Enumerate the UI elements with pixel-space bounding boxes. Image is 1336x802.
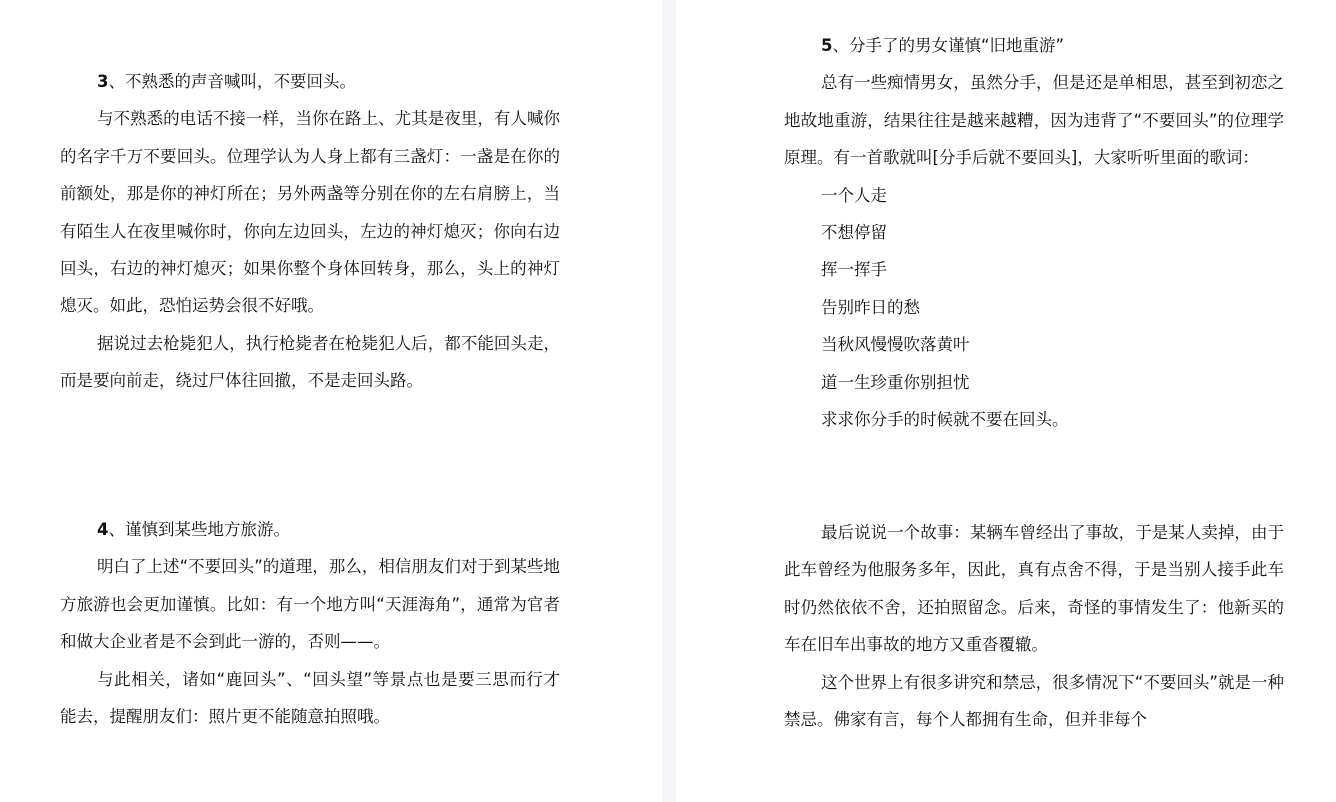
section-5-intro: 总有一些痴情男女，虽然分手，但是还是单相思，甚至到初恋之地故地重游，结果往往是越来越糟，因为违背了“不要回头”的位理学原理。有一首歌就叫[分手后就不要回头]，大家听听里面的歌词： <box>784 73 1284 168</box>
section-4-number: 4 <box>97 520 109 539</box>
lyric-line: 挥一挥手 <box>821 260 887 280</box>
lyric-line: 不想停留 <box>821 223 887 243</box>
story-paragraph-1: 最后说说一个故事：某辆车曾经出了事故，于是某人卖掉，由于此车曾经为他服务多年，因此，真有点舍不得，于是当别人接手此车时仍然依依不舍，还拍照留念。后来，奇怪的事情发生了：他新买的车在旧车出事故的地方又重沓覆辙。 <box>784 523 1284 655</box>
section-4-paragraph-2: 与此相关，诸如“鹿回头”、“回头望”等景点也是要三思而行才能去，提醒朋友们：照片更不能随意拍照哦。 <box>60 669 560 727</box>
section-3-heading <box>60 63 560 100</box>
section-5-title: 、分手了的男女谨慎“旧地重游” <box>832 36 1065 55</box>
section-5-number: 5 <box>821 36 833 55</box>
section-4-title: 、谨慎到某些地方旅游。 <box>108 520 290 539</box>
section-3-paragraph-2: 据说过去枪毙犯人，执行枪毙者在枪毙犯人后，都不能回头走，而是要向前走，绕过尸体往回撤，不是走回头路。 <box>60 333 560 391</box>
left-page <box>0 0 662 802</box>
lyric-line: 当秋风慢慢吹落黄叶 <box>821 335 970 355</box>
section-4 <box>60 511 560 735</box>
section-5 <box>784 27 1284 438</box>
story-paragraph-2: 这个世界上有很多讲究和禁忌，很多情况下“不要回头”就是一种禁忌。佛家有言，每个人都拥有生命，但并非每个 <box>784 672 1284 730</box>
right-page <box>676 0 1336 802</box>
story-section <box>784 514 1284 738</box>
section-5-heading <box>784 27 1284 64</box>
lyric-line: 求求你分手的时候就不要在回头。 <box>821 410 1069 430</box>
section-3 <box>60 63 560 400</box>
lyric-line: 道一生珍重你别担忧 <box>821 372 970 392</box>
lyric-line: 一个人走 <box>821 185 887 205</box>
section-3-title: 、不熟悉的声音喊叫，不要回头。 <box>108 72 356 91</box>
section-4-heading <box>60 511 560 548</box>
section-3-paragraph-1: 与不熟悉的电话不接一样，当你在路上、尤其是夜里，有人喊你的名字千万不要回头。位理学认为人身上都有三盏灯：一盏是在你的前额处，那是你的神灯所在；另外两盏等分别在你的左右肩膀上，当有陌生人在夜里喊你时，你向左边回头，左边的神灯熄灭；你向右边回头，右边的神灯熄灭；如果你整个身体回转身，那么，头上的神灯熄灭。如此，恐怕运势会很不好哦。 <box>60 109 560 316</box>
lyric-line: 告别昨日的愁 <box>821 297 920 317</box>
section-3-number: 3 <box>97 72 109 91</box>
section-4-paragraph-1: 明白了上述“不要回头”的道理，那么，相信朋友们对于到某些地方旅游也会更加谨慎。比如：有一个地方叫“天涯海角”，通常为官者和做大企业者是不会到此一游的，否则——。 <box>60 557 560 652</box>
